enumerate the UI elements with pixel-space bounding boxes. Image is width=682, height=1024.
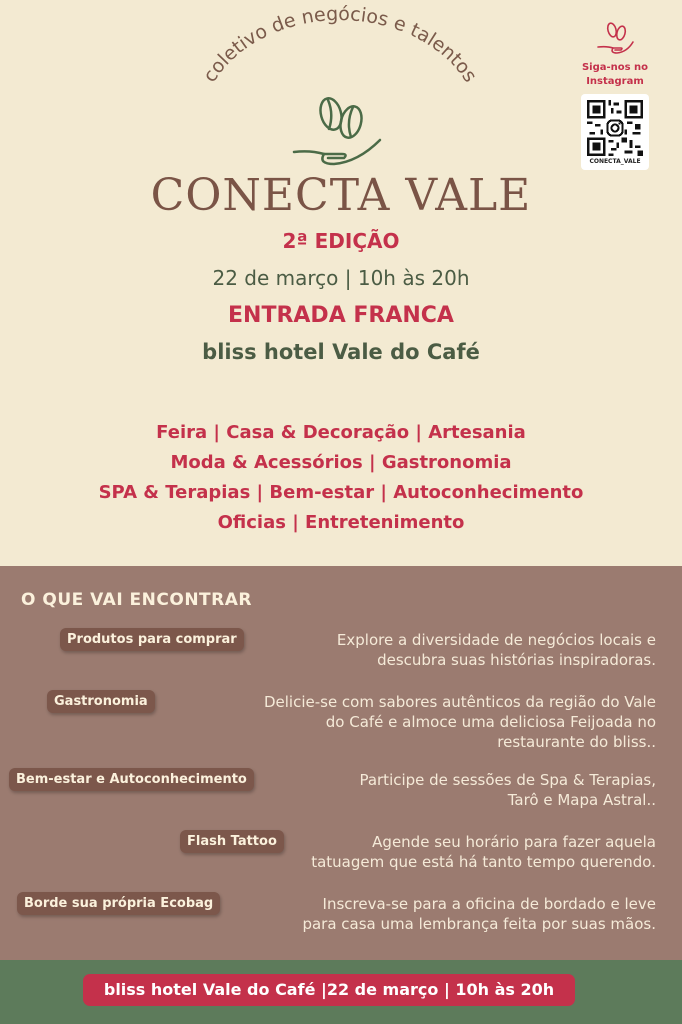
- venue-label: bliss hotel Vale do Café: [202, 340, 480, 364]
- category-line: SPA & Terapias | Bem-estar | Autoconhecimento: [98, 482, 584, 503]
- brand-title: CONECTA VALE: [150, 170, 532, 221]
- feature-description: [359, 770, 656, 810]
- section-title: O QUE VAI ENCONTRAR: [21, 590, 252, 610]
- feature-description: [337, 630, 656, 670]
- feature-description-line: Delicie-se com sabores autênticos da região do Vale: [263, 693, 656, 711]
- feature-description-line: tatuagem que está há tanto tempo querendo.: [311, 853, 656, 871]
- follow-text: Siga-nos no: [581, 62, 649, 73]
- category-line: Oficias | Entretenimento: [217, 512, 465, 533]
- feature-description: [302, 894, 656, 934]
- feature-description-line: do Café e almoce uma deliciosa Feijoada no: [325, 713, 656, 731]
- feature-description: [264, 692, 656, 752]
- tagline-text: coletivo de negócios e talentos: [198, 2, 482, 87]
- entry-label: ENTRADA FRANCA: [228, 303, 454, 328]
- qr-code[interactable]: [581, 94, 649, 170]
- category-line: Feira | Casa & Decoração | Artesania: [156, 422, 526, 443]
- feature-description-line: Agende seu horário para fazer aquela: [372, 833, 656, 851]
- feature-description-line: Inscreva-se para a oficina de bordado e leve: [322, 895, 656, 913]
- feature-description-line: para casa uma lembrança feita por suas mãos.: [302, 915, 656, 933]
- qr-code-icon: [587, 100, 643, 156]
- feature-description-line: descubra suas histórias inspiradoras.: [377, 651, 656, 669]
- feature-description-line: Participe de sessões de Spa & Terapias,: [359, 771, 656, 789]
- category-line: Moda & Acessórios | Gastronomia: [170, 452, 512, 473]
- feature-description-line: restaurante do bliss..: [497, 733, 656, 751]
- footer-section: [0, 960, 682, 1024]
- feature-tag: Produtos para comprar: [60, 628, 244, 651]
- follow-text: Instagram: [586, 76, 644, 87]
- instagram-block[interactable]: [570, 20, 660, 170]
- footer-banner: bliss hotel Vale do Café |22 de março | 10h às 20h: [83, 974, 575, 1006]
- category-list: [0, 418, 682, 538]
- feature-tag: Flash Tattoo: [180, 830, 284, 853]
- hand-logo-icon: [595, 20, 635, 56]
- feature-tag: Borde sua própria Ecobag: [17, 892, 220, 915]
- coffee-hand-logo-icon: [288, 92, 388, 172]
- feature-tag: Bem-estar e Autoconhecimento: [9, 768, 254, 791]
- feature-description-line: Tarô e Mapa Astral..: [507, 791, 656, 809]
- event-date: 22 de março | 10h às 20h: [212, 266, 470, 290]
- instagram-handle: CONECTA_VALE: [589, 158, 641, 165]
- edition-label: 2ª EDIÇÃO: [282, 229, 400, 253]
- feature-description-line: Explore a diversidade de negócios locais e: [336, 631, 656, 649]
- features-section: [0, 566, 682, 960]
- feature-description: [311, 832, 656, 872]
- feature-tag: Gastronomia: [47, 690, 155, 713]
